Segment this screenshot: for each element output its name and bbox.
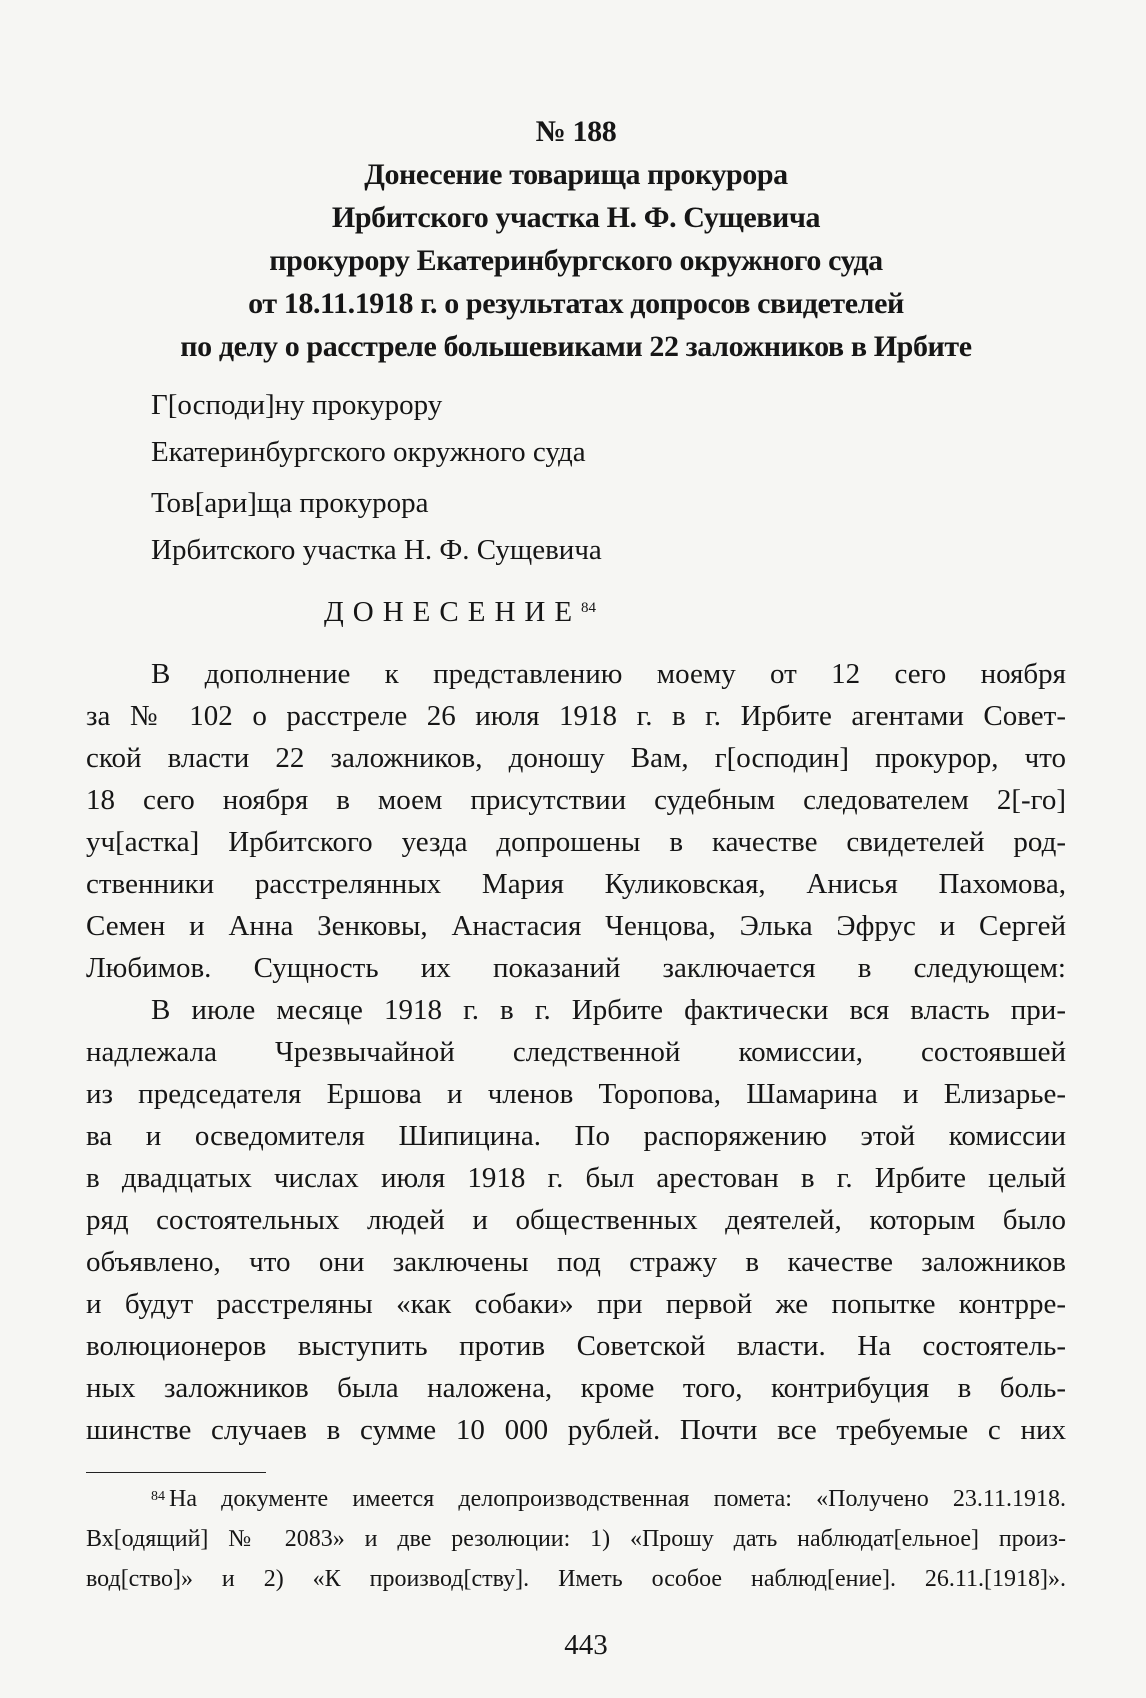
text-line: 18 сего ноября в моем присутствии судебным следователем 2[-го] — [86, 784, 1066, 816]
text-line: ской власти 22 заложников, доношу Вам, г[осподин] прокурор, что — [86, 742, 1066, 774]
text-line: ва и осведомителя Шипицина. По распоряжению этой комиссии — [86, 1120, 1066, 1152]
footnote-line: Вх[одящий] № 2083» и две резолюции: 1) «Прошу дать наблюдат[ельное] произ- — [86, 1526, 1066, 1552]
title-line: от 18.11.1918 г. о результатах допросов свидетелей — [248, 287, 904, 320]
document-number: № 188 — [535, 115, 617, 148]
address-line: Екатеринбургского окружного суда — [151, 436, 586, 468]
paragraph-1 — [86, 654, 1066, 990]
text-line: ных заложников была наложена, кроме того, контрибуция в боль- — [86, 1372, 1066, 1404]
paragraph-2 — [86, 990, 1066, 1452]
footnote-mark: 84 — [151, 1489, 165, 1504]
document-page — [86, 0, 1066, 1662]
body-text — [86, 654, 1066, 1452]
addressee-block — [86, 382, 1066, 574]
text-line: Семен и Анна Зенковы, Анастасия Ченцова, Элька Эфрус и Сергей — [86, 910, 1066, 942]
text-line: в двадцатых числах июля 1918 г. был арестован в г. Ирбите целый — [86, 1162, 1066, 1194]
footnote-divider — [86, 1472, 266, 1473]
address-line: Г[осподи]ну прокурору — [151, 389, 443, 421]
text-line: надлежала Чрезвычайной следственной комиссии, состоявшей — [86, 1036, 1066, 1068]
footnote-text: На документе имеется делопроизводственная помета: «Получено 23.11.1918. — [169, 1486, 1066, 1512]
text-line: и будут расстреляны «как собаки» при первой же попытке контрре- — [86, 1288, 1066, 1320]
text-line: ственники расстрелянных Мария Куликовская, Анисья Пахомова, — [86, 868, 1066, 900]
text-line: шинстве случаев в сумме 10 000 рублей. Почти все требуемые с них — [86, 1414, 1066, 1446]
text-line: В дополнение к представлению моему от 12 сего ноября — [151, 658, 1066, 690]
footnote — [86, 1479, 1066, 1599]
heading-text: ДОНЕСЕНИЕ — [324, 596, 582, 628]
address-line: Ирбитского участка Н. Ф. Сущевича — [151, 534, 602, 566]
document-title — [86, 153, 1066, 368]
text-line: за № 102 о расстреле 26 июля 1918 г. в г. Ирбите агентами Совет- — [86, 700, 1066, 732]
title-line: Ирбитского участка Н. Ф. Сущевича — [331, 201, 821, 234]
title-line: прокурору Екатеринбургского окружного суда — [269, 244, 883, 277]
title-line: по делу о расстреле большевиками 22 заложников в Ирбите — [180, 330, 972, 363]
page-number: 443 — [564, 1629, 608, 1661]
text-line: из председателя Ершова и членов Торопова, Шамарина и Елизарье- — [86, 1078, 1066, 1110]
address-line: Тов[ари]ща прокурора — [151, 487, 429, 519]
text-line: волюционеров выступить против Советской власти. На состоятель- — [86, 1330, 1066, 1362]
section-heading — [86, 588, 1066, 636]
text-line: уч[астка] Ирбитского уезда допрошены в качестве свидетелей род- — [86, 826, 1066, 858]
text-line: ряд состоятельных людей и общественных деятелей, которым было — [86, 1204, 1066, 1236]
title-line: Донесение товарища прокурора — [364, 158, 788, 191]
text-line: объявлено, что они заключены под стражу в качестве заложников — [86, 1246, 1066, 1278]
footnote-ref: 84 — [581, 600, 597, 616]
text-line: Любимов. Сущность их показаний заключается в следующем: — [86, 952, 1066, 984]
footnote-line: вод[ство]» и 2) «К производ[ству]. Иметь особое наблюд[ение]. 26.11.[1918]». — [86, 1566, 1066, 1592]
footnote-line — [86, 1479, 1066, 1519]
text-line: В июле месяце 1918 г. в г. Ирбите фактически вся власть при- — [151, 994, 1066, 1026]
